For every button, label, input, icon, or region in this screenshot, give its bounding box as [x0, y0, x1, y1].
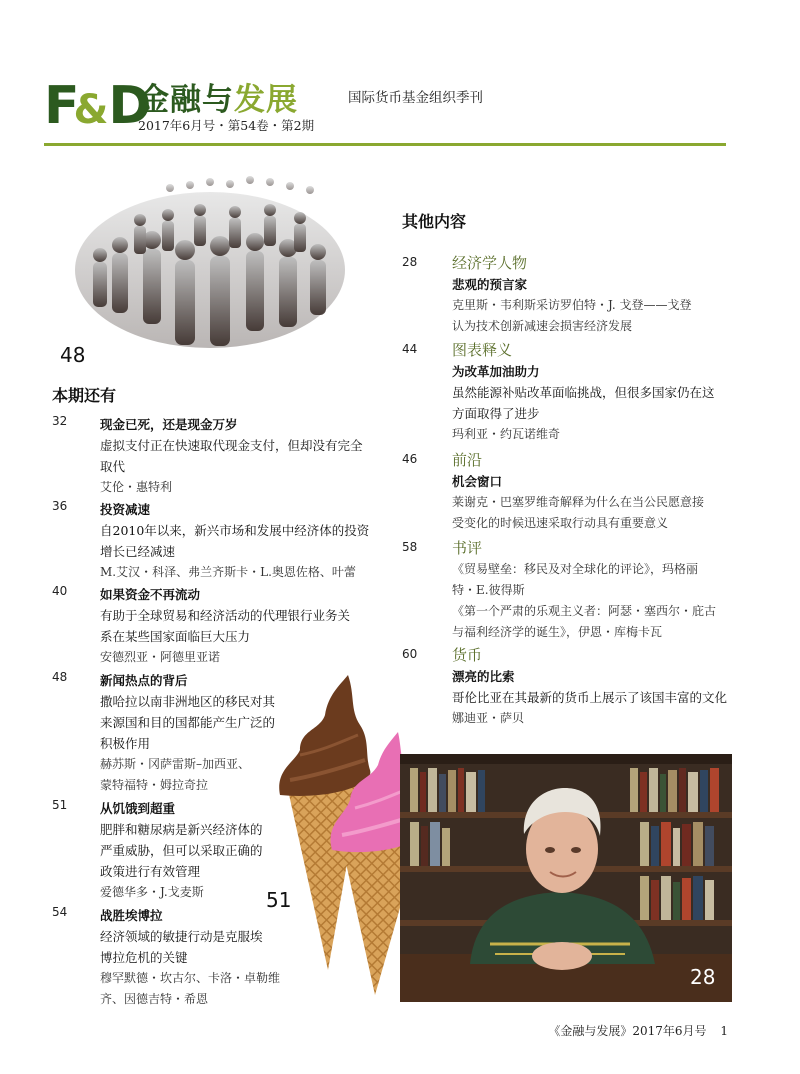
- masthead-rule: [44, 143, 726, 146]
- logo-d: D: [108, 76, 148, 136]
- item-page: 32: [52, 414, 68, 428]
- item-author: 受变化的时候迅速采取行动具有重要意义: [452, 516, 669, 530]
- item-desc: 经济领域的敏捷行动是克服埃: [100, 929, 263, 944]
- item-desc: 政策进行有效管理: [100, 864, 201, 879]
- item-author: 爱德华多・J.戈麦斯: [100, 885, 204, 899]
- item-author: 穆罕默德・坎古尔、卡洛・卓勒维: [100, 971, 281, 985]
- item-desc: 系在某些国家面临巨大压力: [100, 629, 251, 644]
- item-category: 货币: [452, 646, 483, 664]
- item-author: 赫苏斯・冈萨雷斯–加西亚、: [100, 757, 251, 771]
- tagline: 国际货币基金组织季刊: [348, 90, 483, 106]
- item-author: 莱谢克・巴塞罗维奇解释为什么在当公民愿意接: [452, 495, 705, 509]
- item-headline: 投资减速: [100, 502, 151, 517]
- item-author: M.艾汉・科泽、弗兰齐斯卡・L.奥恩佐格、叶蕾: [100, 565, 356, 579]
- item-headline: 新闻热点的背后: [100, 673, 188, 688]
- item-author: 特・E.彼得斯: [452, 583, 525, 597]
- item-desc: 哥伦比亚在其最新的货币上展示了该国丰富的文化: [452, 690, 728, 705]
- item-desc: 有助于全球贸易和经济活动的代理银行业务关: [100, 608, 351, 623]
- item-author: 《贸易壁垒：移民及对全球化的评论》，玛格丽: [452, 562, 699, 576]
- item-desc: 博拉危机的关键: [100, 950, 188, 965]
- item-page: 48: [52, 670, 68, 684]
- item-author: 安德烈亚・阿德里亚诺: [100, 650, 221, 664]
- crowd-page-callout: 48: [60, 343, 86, 367]
- logo-f: F: [44, 76, 76, 136]
- item-category: 图表释义: [452, 341, 513, 359]
- item-page: 44: [402, 342, 418, 356]
- item-page: 46: [402, 452, 418, 466]
- item-page: 54: [52, 905, 68, 919]
- item-headline: 悲观的预言家: [452, 277, 528, 292]
- item-headline: 漂亮的比索: [452, 669, 515, 684]
- item-desc: 虽然能源补贴改革面临挑战，但很多国家仍在这: [452, 385, 715, 400]
- portrait-photo: [400, 754, 732, 1002]
- page-footer: [548, 1022, 728, 1039]
- item-page: 40: [52, 584, 68, 598]
- issue-line: 2017年6月号・第54卷・第2期: [138, 118, 315, 133]
- item-page: 51: [52, 798, 68, 812]
- item-page: 58: [402, 540, 418, 554]
- photo-page-callout: 28: [690, 965, 716, 989]
- title-part1: 金融与: [138, 82, 234, 118]
- item-headline: 从饥饿到超重: [100, 801, 176, 816]
- title-part2: 发展: [234, 82, 298, 118]
- item-desc: 方面取得了进步: [452, 406, 540, 421]
- item-author: 克里斯・韦利斯采访罗伯特・J. 戈登——戈登: [452, 298, 692, 312]
- right-section-title: 其他内容: [402, 212, 467, 231]
- item-author: 认为技术创新减速会损害经济发展: [452, 319, 633, 333]
- icecream-page-callout: 51: [266, 888, 292, 912]
- magazine-title: [138, 74, 298, 119]
- fd-logo: [44, 76, 148, 136]
- item-desc: 肥胖和糖尿病是新兴经济体的: [100, 822, 263, 837]
- item-desc: 虚拟支付正在快速取代现金支付，但却没有完全: [100, 438, 363, 453]
- logo-amp: &: [73, 87, 109, 133]
- item-category: 书评: [452, 539, 483, 557]
- item-category: 前沿: [452, 451, 483, 469]
- item-page: 60: [402, 647, 418, 661]
- item-headline: 如果资金不再流动: [100, 587, 201, 602]
- item-page: 36: [52, 499, 68, 513]
- item-author: 蒙特福特・姆拉奇拉: [100, 778, 209, 792]
- left-section-title: 本期还有: [52, 386, 117, 405]
- item-desc: 积极作用: [100, 736, 151, 751]
- item-author: 与福利经济学的诞生》，伊恩・库梅卡瓦: [452, 625, 663, 639]
- item-desc: 撒哈拉以南非洲地区的移民对其: [100, 694, 276, 709]
- item-author: 齐、因德吉特・希恩: [100, 992, 209, 1006]
- item-headline: 机会窗口: [452, 474, 503, 489]
- item-author: 娜迪亚・萨贝: [452, 711, 525, 725]
- item-desc: 自2010年以来，新兴市场和发展中经济体的投资: [100, 523, 370, 538]
- item-headline: 现金已死，还是现金万岁: [100, 417, 238, 432]
- page-number: 1: [720, 1024, 728, 1038]
- footer-text: 《金融与发展》2017年6月号: [548, 1024, 707, 1038]
- item-desc: 来源国和目的国都能产生广泛的: [100, 715, 276, 730]
- item-headline: 为改革加油助力: [452, 364, 540, 379]
- item-page: 28: [402, 255, 418, 269]
- item-author: 《第一个严肃的乐观主义者：阿瑟・塞西尔・庇古: [452, 604, 717, 618]
- item-desc: 取代: [100, 459, 126, 474]
- item-author: 玛利亚・约瓦诺维奇: [452, 427, 561, 441]
- crowd-image: [60, 160, 360, 360]
- item-desc: 增长已经减速: [100, 544, 176, 559]
- item-author: 艾伦・惠特利: [100, 480, 173, 494]
- item-desc: 严重威胁，但可以采取正确的: [100, 843, 263, 858]
- item-category: 经济学人物: [452, 254, 528, 272]
- item-headline: 战胜埃博拉: [100, 908, 163, 923]
